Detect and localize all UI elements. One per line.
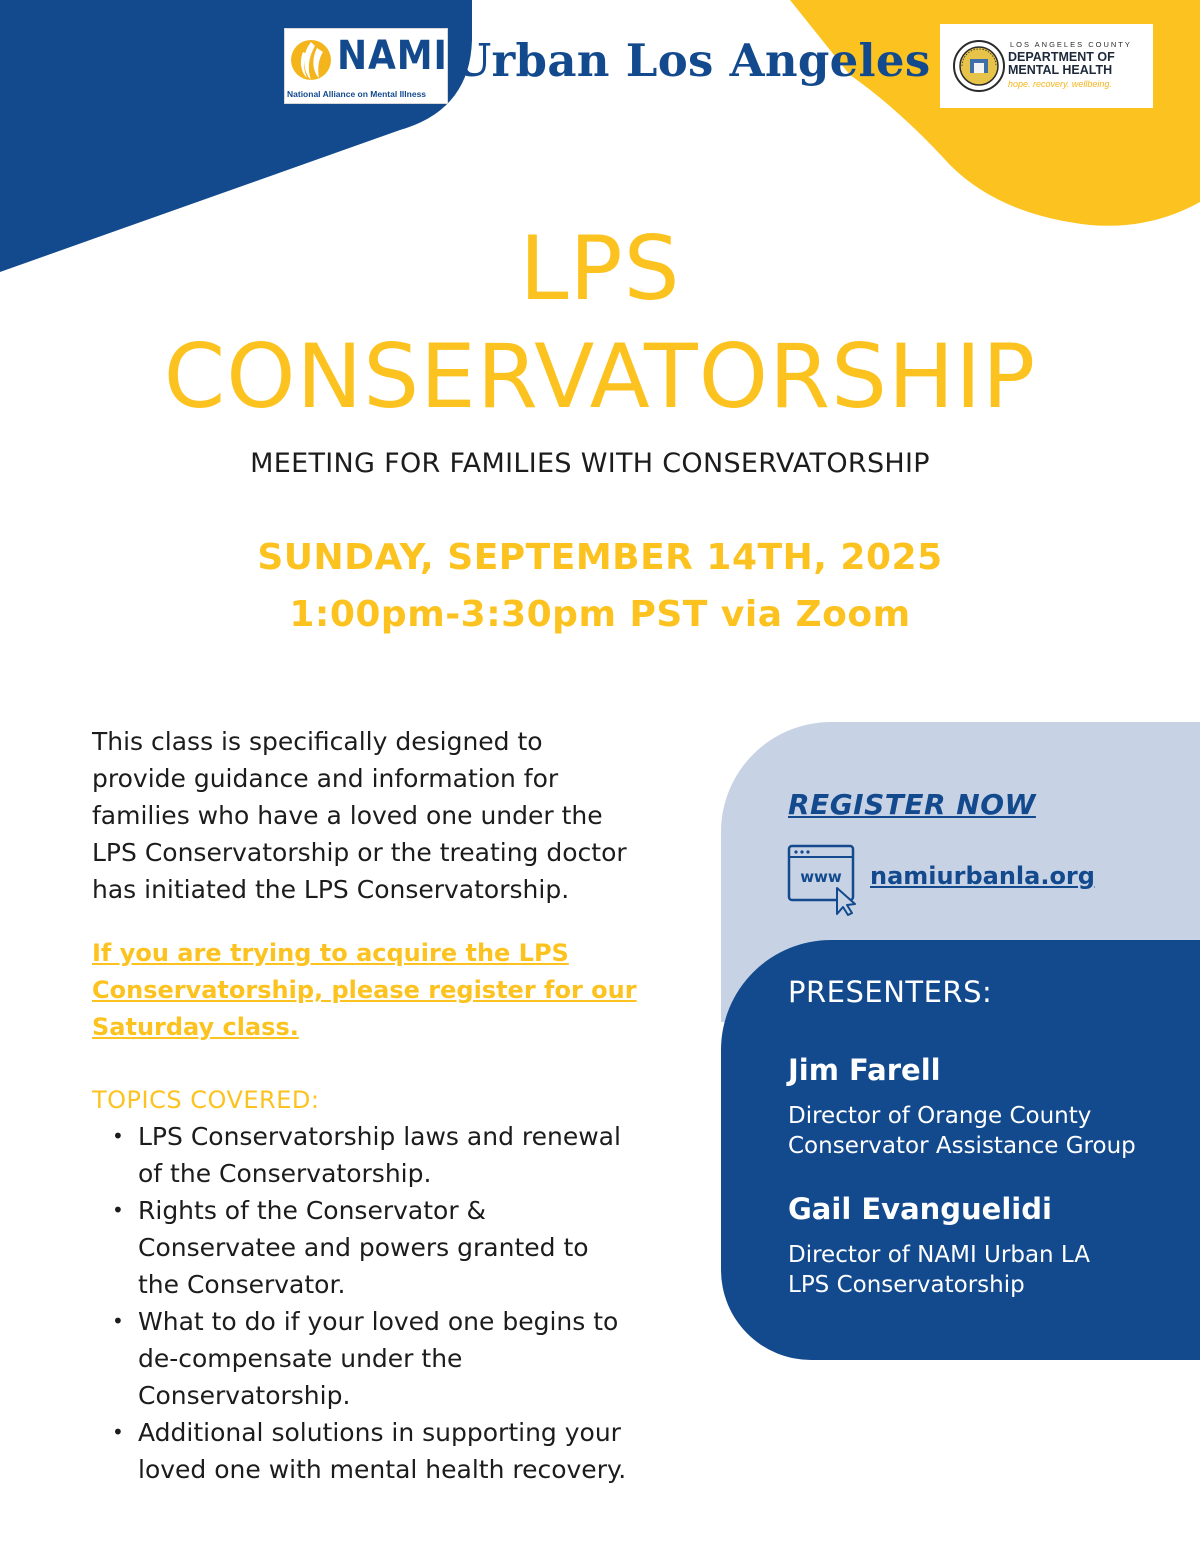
presenter-role-line: Conservator Assistance Group bbox=[788, 1133, 1136, 1159]
dmh-mh-label: MENTAL HEALTH bbox=[1008, 63, 1113, 77]
topic-line: Conservatorship. bbox=[138, 1381, 351, 1410]
presenter-role-line: Director of Orange County bbox=[788, 1103, 1092, 1129]
event-date: SUNDAY, SEPTEMBER 14TH, 2025 bbox=[257, 537, 943, 578]
register-now-heading[interactable]: REGISTER NOW bbox=[788, 788, 1036, 821]
topic-line: • LPS Conservatorship laws and renewal bbox=[138, 1122, 621, 1151]
topic-line: loved one with mental health recovery. bbox=[138, 1455, 627, 1484]
presenter-name: Gail Evanguelidi bbox=[788, 1192, 1052, 1226]
presenter-role bbox=[788, 1240, 1090, 1300]
topic-line: • Additional solutions in supporting your bbox=[138, 1418, 621, 1447]
intro-line: This class is specifically designed to bbox=[92, 727, 543, 756]
nami-logo bbox=[284, 28, 448, 104]
website-icon-text: www bbox=[800, 868, 842, 886]
intro-paragraph bbox=[92, 723, 672, 908]
nami-tagline: National Alliance on Mental Illness bbox=[287, 89, 427, 99]
dmh-county-label: LOS ANGELES COUNTY bbox=[1010, 40, 1132, 49]
website-icon bbox=[787, 844, 863, 916]
list-item bbox=[92, 1303, 672, 1414]
presenter-role-line: LPS Conservatorship bbox=[788, 1272, 1025, 1298]
list-item bbox=[92, 1118, 672, 1192]
intro-line: families who have a loved one under the bbox=[92, 801, 603, 830]
county-seal-icon bbox=[952, 39, 1006, 93]
website-link[interactable]: namiurbanla.org bbox=[870, 862, 1095, 890]
title-line-1: LPS bbox=[519, 217, 681, 320]
nami-wordmark: NAMI bbox=[337, 33, 448, 79]
dmh-tagline: hope. recovery. wellbeing. bbox=[1008, 79, 1112, 89]
presenters-heading: PRESENTERS: bbox=[788, 975, 993, 1009]
dmh-dept-label: DEPARTMENT OF bbox=[1008, 50, 1115, 64]
topic-line: • Rights of the Conservator & bbox=[138, 1196, 487, 1225]
intro-line: has initiated the LPS Conservatorship. bbox=[92, 875, 570, 904]
nami-flame-icon bbox=[289, 32, 333, 88]
topic-line: of the Conservatorship. bbox=[138, 1159, 432, 1188]
intro-line: provide guidance and information for bbox=[92, 764, 559, 793]
saturday-note-line[interactable]: Conservatorship, please register for our bbox=[92, 976, 637, 1004]
topics-list bbox=[92, 1118, 672, 1488]
presenter-role bbox=[788, 1101, 1136, 1161]
saturday-note-line[interactable]: If you are trying to acquire the LPS bbox=[92, 939, 569, 967]
presenter-name: Jim Farell bbox=[788, 1053, 941, 1087]
topics-heading: TOPICS COVERED: bbox=[92, 1086, 320, 1114]
topic-line: • What to do if your loved one begins to bbox=[138, 1307, 619, 1336]
topic-line: de-compensate under the bbox=[138, 1344, 463, 1373]
presenter-role-line: Director of NAMI Urban LA bbox=[788, 1242, 1091, 1268]
topic-line: Conservatee and powers granted to bbox=[138, 1233, 589, 1262]
subtitle: MEETING FOR FAMILIES WITH CONSERVATORSHIP bbox=[250, 448, 930, 479]
topic-line: the Conservator. bbox=[138, 1270, 346, 1299]
saturday-class-link[interactable] bbox=[92, 935, 672, 1046]
dmh-logo bbox=[940, 24, 1153, 108]
intro-line: LPS Conservatorship or the treating doctor bbox=[92, 838, 627, 867]
title-line-2: CONSERVATORSHIP bbox=[163, 325, 1037, 428]
saturday-note-line[interactable]: Saturday class. bbox=[92, 1013, 299, 1041]
list-item bbox=[92, 1192, 672, 1303]
event-time: 1:00pm-3:30pm PST via Zoom bbox=[289, 594, 911, 635]
org-title: Urban Los Angeles bbox=[452, 34, 931, 87]
list-item bbox=[92, 1414, 672, 1488]
